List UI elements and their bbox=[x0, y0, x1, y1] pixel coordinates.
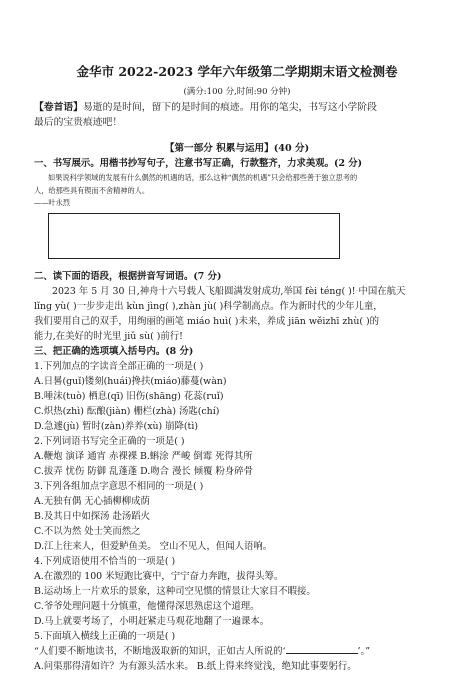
q3-5-stem: 5.下面填入横线上正确的一项是( ) bbox=[34, 631, 176, 642]
q3-5-answer-blank[interactable] bbox=[286, 644, 358, 654]
page-title: 金华市 2022-2023 学年六年级第二学期期末语文检测卷 bbox=[76, 64, 398, 79]
q3-5-passage: “人们要不断地读书，不断地汲取新的知识，正如古人所说的‘ bbox=[34, 646, 286, 657]
q3-2-stem: 2.下列词语书写完全正确的一项是( ) bbox=[34, 436, 185, 447]
q3-3-option-a: A.无独有偶 无心插柳柳成荫 bbox=[34, 496, 150, 507]
q3-1-option-a: A.日晷(guǐ)镂刻(huái)搀扶(miáo)藤蔓(wàn) bbox=[34, 376, 227, 387]
q1-quote bbox=[34, 171, 440, 197]
preface-line-1: 易逝的是时间，留下的是时间的痕迹。用你的笔尖，书写这小学阶段 bbox=[82, 102, 377, 113]
preface bbox=[34, 100, 440, 130]
q1-signature: ——叶永烈 bbox=[34, 198, 70, 207]
q3-1-option-c: C.炽热(zhì) 酝酿(jiàn) 栅栏(zhà) 汤匙(chí) bbox=[34, 406, 220, 417]
q3-2-options-cd: C.拔弄 忧伤 防御 乱蓬蓬 D.吻合 漫长 倾覆 粉身碎骨 bbox=[34, 466, 253, 477]
q2-line-4: 能力,在美好的时光里 jiǔ sù( )前行! bbox=[34, 331, 183, 342]
q3-3-option-c: C.不以为然 处士笑而然之 bbox=[34, 526, 141, 537]
q3-1-option-b: B.唾沫(tuò) 栖息(qī) 旧伤(shāng) 花蕊(ruǐ) bbox=[34, 391, 224, 402]
q3-4-option-b: B.运动场上一片欢乐的景象，这种司空见惯的情景让大家目不暇接。 bbox=[34, 586, 316, 597]
q1-heading: 一、书写展示。用楷书抄写句子，注意书写正确，行款整齐，力求美观。(2 分) bbox=[34, 158, 363, 169]
q3-5-passage-end: ’。” bbox=[357, 646, 370, 657]
q2-line-2: lǐng yù( )一步步走出 kùn jìng( ),zhàn jù( )科学制高点。作为新时代的少年儿童， bbox=[34, 301, 383, 312]
q3-heading: 三、把正确的选项填入括号内。(8 分) bbox=[34, 346, 194, 357]
q3-3-stem: 3.下列各组加点字意思不相同的一项是( ) bbox=[34, 481, 204, 492]
exam-info: (满分:100 分,时间:90 分钟) bbox=[183, 87, 291, 97]
q3-5-options-ab: A.问渠那得清如许？为有源头活水来。 B.纸上得来终觉浅，绝知此事要躬行。 bbox=[34, 661, 357, 672]
q3-4-option-c: C.爷爷处理问题十分慎重，他懂得深思熟虑这个道理。 bbox=[34, 601, 260, 612]
q2-passage bbox=[34, 284, 440, 344]
q2-heading: 二、读下面的语段，根据拼音写词语。(7 分) bbox=[34, 271, 222, 282]
q3-3-option-d: D.江上往来人，但爱鲈鱼美。 空山不见人，但闻人语响。 bbox=[34, 541, 273, 552]
q2-line-1: 2023 年 5 月 30 日,神舟十六号载人飞船圆满发射成功,举国 fèi téng( )! 中国在航天 bbox=[52, 286, 406, 297]
q3-3-option-b: B.及其日中如探汤 赴汤蹈火 bbox=[34, 511, 150, 522]
q3-4-option-a: A.在激烈的 100 米短跑比赛中，宁宁奋力奔跑，拔得头筹。 bbox=[34, 571, 284, 582]
q1-quote-line-2: 人，给那些具有锲而不舍精神的人。 bbox=[34, 186, 150, 195]
q2-line-3: 我们要用自己的双手，用绚丽的画笔 miáo huì( )未来，养成 jiān wěizhī zhù( )的 bbox=[34, 316, 380, 327]
q3-2-options-ab: A.鞭炮 演译 通宵 赤裸裸 B.蝌涂 严峻 倒霉 死得其所 bbox=[34, 451, 253, 462]
handwriting-box[interactable] bbox=[48, 213, 340, 259]
preface-heading: 【卷首语】 bbox=[34, 102, 83, 113]
q3-1-stem: 1.下列加点的字读音全部正确的一项是( ) bbox=[34, 361, 204, 372]
q1-quote-line-1: 如果说科学领域的发展有什么偶然的机遇的话，那么这种“偶然的机遇”只会给那些善于独立思考的 bbox=[48, 173, 358, 182]
part-1-title: 【第一部分 积累与运用】(40 分) bbox=[164, 143, 310, 154]
preface-line-2: 最后的宝贵痕迹吧！ bbox=[34, 117, 123, 128]
q3-4-stem: 4.下列成语使用不恰当的一项是( ) bbox=[34, 556, 176, 567]
q3-items bbox=[34, 359, 440, 674]
q3-1-option-d: D.急遽(jù) 暂时(zàn)养养(xù) 崩降(tì) bbox=[34, 421, 198, 432]
q3-4-option-d: D.马上就要考场了，小明赶紧走马观花地翻了一遍课本。 bbox=[34, 616, 270, 627]
